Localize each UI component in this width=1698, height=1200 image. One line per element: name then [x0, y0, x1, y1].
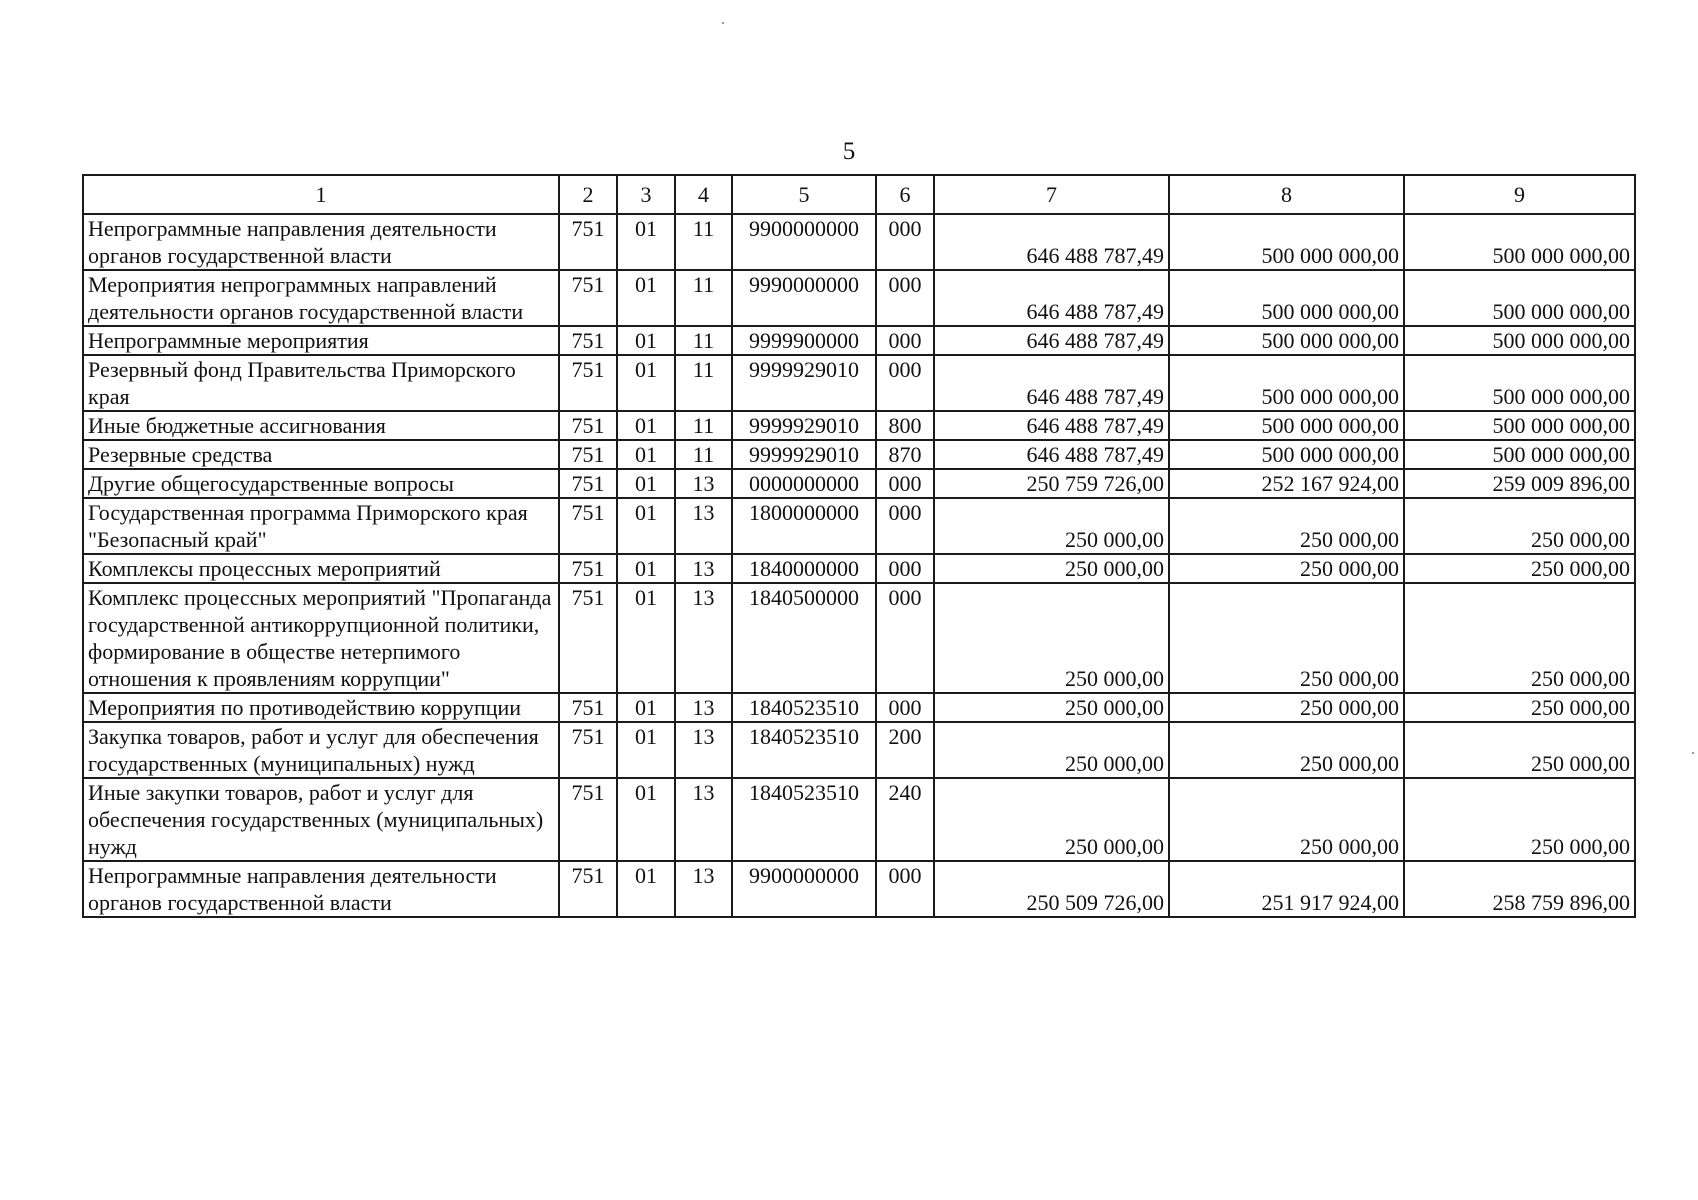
section-code-cell: 01	[617, 778, 675, 861]
subsection-code-cell: 11	[675, 440, 732, 469]
subsection-code-cell: 13	[675, 469, 732, 498]
amount-col9-cell: 250 000,00	[1404, 498, 1635, 554]
column-header: 6	[876, 175, 934, 214]
table-row	[83, 693, 1635, 722]
amount-col8-cell: 500 000 000,00	[1169, 411, 1404, 440]
target-article-cell: 1840000000	[732, 554, 876, 583]
section-code-cell: 01	[617, 270, 675, 326]
amount-col7-cell: 250 000,00	[934, 583, 1169, 693]
section-code-cell: 01	[617, 554, 675, 583]
amount-col8-cell: 250 000,00	[1169, 693, 1404, 722]
item-name-cell: Непрограммные мероприятия	[83, 326, 559, 355]
section-code-cell: 01	[617, 411, 675, 440]
amount-col8-cell: 250 000,00	[1169, 583, 1404, 693]
amount-col7-cell: 646 488 787,49	[934, 214, 1169, 270]
amount-col8-cell: 251 917 924,00	[1169, 861, 1404, 917]
amount-col9-cell: 250 000,00	[1404, 693, 1635, 722]
scan-speck	[1692, 752, 1694, 754]
expense-type-cell: 000	[876, 326, 934, 355]
column-header: 5	[732, 175, 876, 214]
amount-col9-cell: 250 000,00	[1404, 722, 1635, 778]
target-article-cell: 9900000000	[732, 214, 876, 270]
amount-col8-cell: 250 000,00	[1169, 778, 1404, 861]
table-row	[83, 440, 1635, 469]
table-row	[83, 469, 1635, 498]
amount-col9-cell: 250 000,00	[1404, 554, 1635, 583]
amount-col7-cell: 250 509 726,00	[934, 861, 1169, 917]
column-header: 3	[617, 175, 675, 214]
ministry-code-cell: 751	[559, 722, 617, 778]
section-code-cell: 01	[617, 861, 675, 917]
item-name-cell: Закупка товаров, работ и услуг для обеспечения государственных (муниципальных) нужд	[83, 722, 559, 778]
table-body	[83, 214, 1635, 917]
page-number: 5	[842, 138, 856, 165]
section-code-cell: 01	[617, 326, 675, 355]
table-row	[83, 411, 1635, 440]
table-row	[83, 722, 1635, 778]
amount-col8-cell: 500 000 000,00	[1169, 326, 1404, 355]
amount-col9-cell: 258 759 896,00	[1404, 861, 1635, 917]
ministry-code-cell: 751	[559, 326, 617, 355]
section-code-cell: 01	[617, 693, 675, 722]
column-header: 1	[83, 175, 559, 214]
ministry-code-cell: 751	[559, 355, 617, 411]
item-name-cell: Другие общегосударственные вопросы	[83, 469, 559, 498]
target-article-cell: 9999929010	[732, 440, 876, 469]
target-article-cell: 1840523510	[732, 778, 876, 861]
amount-col8-cell: 500 000 000,00	[1169, 270, 1404, 326]
amount-col8-cell: 250 000,00	[1169, 722, 1404, 778]
section-code-cell: 01	[617, 440, 675, 469]
amount-col9-cell: 500 000 000,00	[1404, 411, 1635, 440]
section-code-cell: 01	[617, 722, 675, 778]
expense-type-cell: 000	[876, 469, 934, 498]
ministry-code-cell: 751	[559, 693, 617, 722]
expense-type-cell: 000	[876, 270, 934, 326]
amount-col9-cell: 250 000,00	[1404, 778, 1635, 861]
amount-col7-cell: 250 000,00	[934, 693, 1169, 722]
expense-type-cell: 240	[876, 778, 934, 861]
amount-col9-cell: 500 000 000,00	[1404, 270, 1635, 326]
section-code-cell: 01	[617, 498, 675, 554]
section-code-cell: 01	[617, 583, 675, 693]
ministry-code-cell: 751	[559, 861, 617, 917]
ministry-code-cell: 751	[559, 554, 617, 583]
table-row	[83, 214, 1635, 270]
expense-type-cell: 000	[876, 355, 934, 411]
section-code-cell: 01	[617, 355, 675, 411]
amount-col8-cell: 500 000 000,00	[1169, 214, 1404, 270]
amount-col7-cell: 250 000,00	[934, 498, 1169, 554]
target-article-cell: 9999929010	[732, 355, 876, 411]
expense-type-cell: 000	[876, 214, 934, 270]
target-article-cell: 9900000000	[732, 861, 876, 917]
ministry-code-cell: 751	[559, 214, 617, 270]
scan-speck	[722, 22, 724, 24]
item-name-cell: Государственная программа Приморского края "Безопасный край"	[83, 498, 559, 554]
section-code-cell: 01	[617, 469, 675, 498]
amount-col7-cell: 646 488 787,49	[934, 411, 1169, 440]
expense-type-cell: 800	[876, 411, 934, 440]
ministry-code-cell: 751	[559, 411, 617, 440]
item-name-cell: Непрограммные направления деятельности органов государственной власти	[83, 214, 559, 270]
item-name-cell: Иные закупки товаров, работ и услуг для обеспечения государственных (муниципальных) нужд	[83, 778, 559, 861]
amount-col7-cell: 250 000,00	[934, 722, 1169, 778]
amount-col9-cell: 500 000 000,00	[1404, 214, 1635, 270]
ministry-code-cell: 751	[559, 270, 617, 326]
item-name-cell: Иные бюджетные ассигнования	[83, 411, 559, 440]
subsection-code-cell: 13	[675, 778, 732, 861]
table-row	[83, 498, 1635, 554]
expense-type-cell: 000	[876, 554, 934, 583]
amount-col8-cell: 250 000,00	[1169, 498, 1404, 554]
table-row	[83, 554, 1635, 583]
amount-col8-cell: 252 167 924,00	[1169, 469, 1404, 498]
subsection-code-cell: 11	[675, 355, 732, 411]
amount-col8-cell: 250 000,00	[1169, 554, 1404, 583]
item-name-cell: Резервный фонд Правительства Приморского края	[83, 355, 559, 411]
ministry-code-cell: 751	[559, 440, 617, 469]
item-name-cell: Непрограммные направления деятельности органов государственной власти	[83, 861, 559, 917]
subsection-code-cell: 11	[675, 270, 732, 326]
amount-col8-cell: 500 000 000,00	[1169, 440, 1404, 469]
subsection-code-cell: 11	[675, 326, 732, 355]
column-header: 7	[934, 175, 1169, 214]
amount-col8-cell: 500 000 000,00	[1169, 355, 1404, 411]
header-row	[83, 175, 1635, 214]
amount-col9-cell: 500 000 000,00	[1404, 440, 1635, 469]
amount-col7-cell: 250 759 726,00	[934, 469, 1169, 498]
amount-col7-cell: 646 488 787,49	[934, 440, 1169, 469]
amount-col9-cell: 259 009 896,00	[1404, 469, 1635, 498]
subsection-code-cell: 11	[675, 214, 732, 270]
target-article-cell: 9999900000	[732, 326, 876, 355]
amount-col7-cell: 646 488 787,49	[934, 326, 1169, 355]
target-article-cell: 1840523510	[732, 722, 876, 778]
expense-type-cell: 000	[876, 498, 934, 554]
budget-table	[82, 174, 1636, 918]
ministry-code-cell: 751	[559, 778, 617, 861]
target-article-cell: 9999929010	[732, 411, 876, 440]
subsection-code-cell: 11	[675, 411, 732, 440]
subsection-code-cell: 13	[675, 722, 732, 778]
subsection-code-cell: 13	[675, 583, 732, 693]
target-article-cell: 1840500000	[732, 583, 876, 693]
column-header: 9	[1404, 175, 1635, 214]
item-name-cell: Мероприятия по противодействию коррупции	[83, 693, 559, 722]
column-header: 4	[675, 175, 732, 214]
target-article-cell: 1840523510	[732, 693, 876, 722]
item-name-cell: Комплекс процессных мероприятий "Пропаганда государственной антикоррупционной политики, формирование в обществе нетерпимого отношения к проявлениям коррупции"	[83, 583, 559, 693]
table-row	[83, 326, 1635, 355]
item-name-cell: Резервные средства	[83, 440, 559, 469]
item-name-cell: Мероприятия непрограммных направлений деятельности органов государственной власти	[83, 270, 559, 326]
expense-type-cell: 000	[876, 861, 934, 917]
section-code-cell: 01	[617, 214, 675, 270]
amount-col7-cell: 250 000,00	[934, 554, 1169, 583]
subsection-code-cell: 13	[675, 861, 732, 917]
amount-col7-cell: 646 488 787,49	[934, 355, 1169, 411]
table-header	[83, 175, 1635, 214]
table-row	[83, 270, 1635, 326]
subsection-code-cell: 13	[675, 554, 732, 583]
ministry-code-cell: 751	[559, 583, 617, 693]
expense-type-cell: 870	[876, 440, 934, 469]
expense-type-cell: 000	[876, 693, 934, 722]
subsection-code-cell: 13	[675, 498, 732, 554]
amount-col9-cell: 500 000 000,00	[1404, 355, 1635, 411]
expense-type-cell: 000	[876, 583, 934, 693]
table-row	[83, 861, 1635, 917]
target-article-cell: 0000000000	[732, 469, 876, 498]
table-row	[83, 355, 1635, 411]
target-article-cell: 1800000000	[732, 498, 876, 554]
amount-col9-cell: 500 000 000,00	[1404, 326, 1635, 355]
ministry-code-cell: 751	[559, 469, 617, 498]
column-header: 2	[559, 175, 617, 214]
column-header: 8	[1169, 175, 1404, 214]
target-article-cell: 9990000000	[732, 270, 876, 326]
ministry-code-cell: 751	[559, 498, 617, 554]
item-name-cell: Комплексы процессных мероприятий	[83, 554, 559, 583]
expense-type-cell: 200	[876, 722, 934, 778]
amount-col7-cell: 250 000,00	[934, 778, 1169, 861]
subsection-code-cell: 13	[675, 693, 732, 722]
amount-col7-cell: 646 488 787,49	[934, 270, 1169, 326]
table-row	[83, 778, 1635, 861]
table-row	[83, 583, 1635, 693]
amount-col9-cell: 250 000,00	[1404, 583, 1635, 693]
